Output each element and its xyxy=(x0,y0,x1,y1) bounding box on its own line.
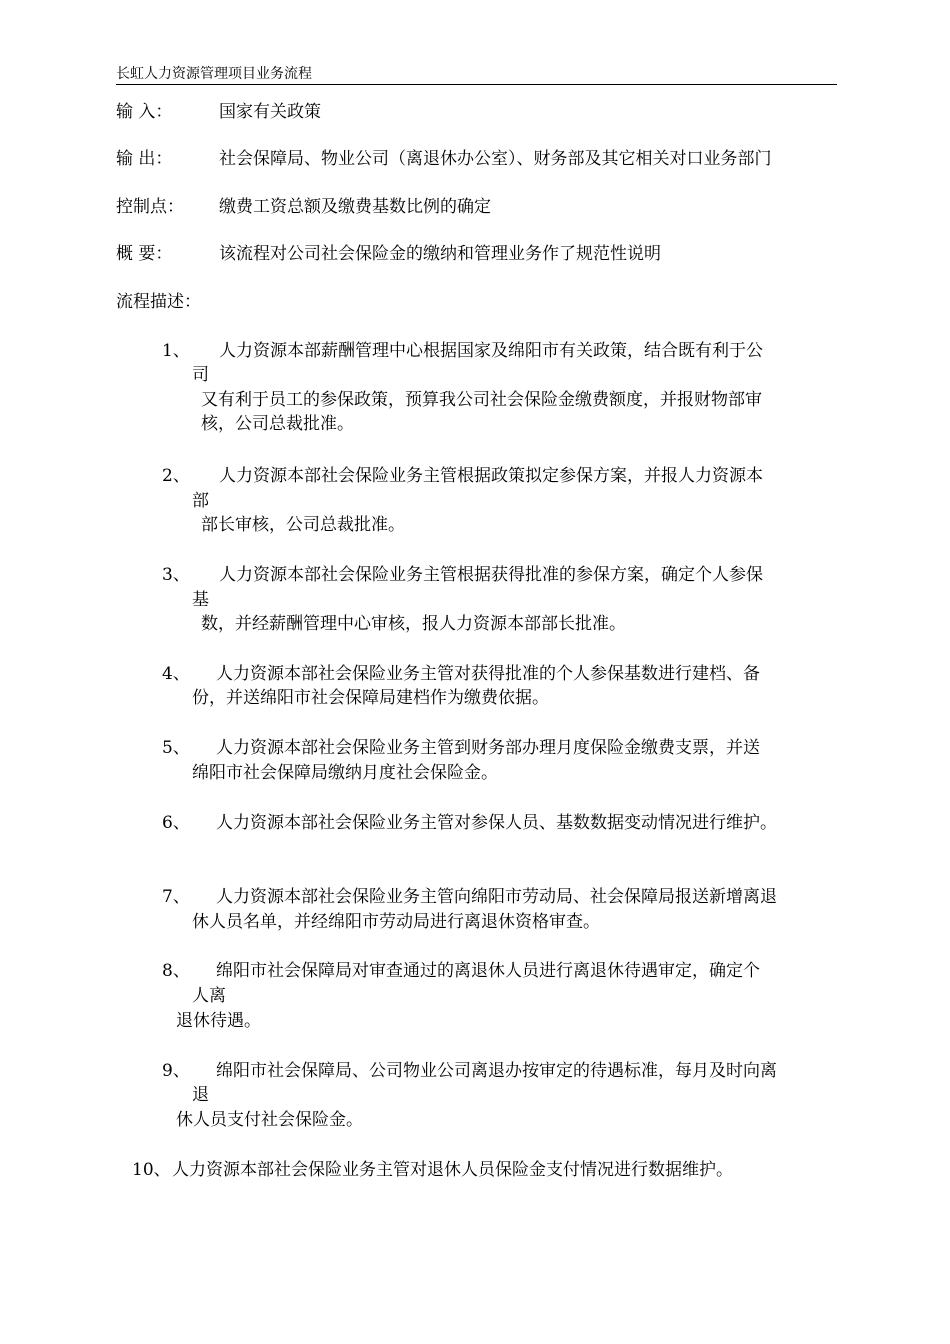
step-number: 7、 xyxy=(162,887,190,907)
step-line: 人力资源本部社会保险业务主管根据获得批准的参保方案，确定个人参保 xyxy=(219,565,763,585)
step-line: 人力资源本部社会保险业务主管对参保人员、基数数据变动情况进行维护。 xyxy=(216,813,777,833)
step-line: 数，并经薪酬管理中心审核，报人力资源本部部长批准。 xyxy=(201,614,626,634)
step-line: 份，并送绵阳市社会保障局建档作为缴费依据。 xyxy=(192,688,549,708)
step-number: 9、 xyxy=(162,1061,190,1081)
step-number: 8、 xyxy=(162,961,190,981)
step-number: 10、 xyxy=(132,1160,171,1180)
step-line: 人力资源本部社会保险业务主管对退休人员保险金支付情况进行数据维护。 xyxy=(172,1160,733,1180)
step-line: 退休待遇。 xyxy=(176,1011,261,1031)
step-line: 休人员名单，并经绵阳市劳动局进行离退休资格审查。 xyxy=(192,912,600,932)
step-number: 3、 xyxy=(162,565,190,585)
input-label: 输 入： xyxy=(116,102,173,122)
input-value: 国家有关政策 xyxy=(219,102,321,122)
step-line: 部 xyxy=(192,491,209,511)
step-line: 人力资源本部社会保险业务主管向绵阳市劳动局、社会保障局报送新增离退 xyxy=(216,887,777,907)
step-line: 核，公司总裁批准。 xyxy=(201,414,354,434)
step-line: 退 xyxy=(192,1085,209,1105)
step-line: 人力资源本部社会保险业务主管对获得批准的个人参保基数进行建档、备 xyxy=(216,664,760,684)
page-header xyxy=(116,64,837,85)
header-title: 长虹人力资源管理项目业务流程 xyxy=(116,66,312,82)
step-line: 绵阳市社会保障局对审查通过的离退休人员进行离退休待遇审定，确定个 xyxy=(216,961,760,981)
step-line: 人力资源本部社会保险业务主管根据政策拟定参保方案，并报人力资源本 xyxy=(219,466,763,486)
step-line: 部长审核，公司总裁批准。 xyxy=(201,515,405,535)
control-value: 缴费工资总额及缴费基数比例的确定 xyxy=(219,197,491,217)
process-title: 流程描述： xyxy=(116,292,201,312)
summary-value: 该流程对公司社会保险金的缴纳和管理业务作了规范性说明 xyxy=(219,244,661,264)
step-line: 绵阳市社会保障局缴纳月度社会保险金。 xyxy=(192,763,498,783)
control-label: 控制点： xyxy=(116,197,184,217)
step-line: 人力资源本部薪酬管理中心根据国家及绵阳市有关政策，结合既有利于公 xyxy=(219,341,763,361)
output-label: 输 出： xyxy=(116,149,173,169)
step-line: 又有利于员工的参保政策，预算我公司社会保险金缴费额度，并报财物部审 xyxy=(201,390,762,410)
step-number: 2、 xyxy=(162,466,190,486)
output-value: 社会保障局、物业公司（离退休办公室）、财务部及其它相关对口业务部门 xyxy=(219,149,772,169)
step-line: 基 xyxy=(192,590,209,610)
step-line: 休人员支付社会保险金。 xyxy=(176,1110,363,1130)
summary-label: 概 要： xyxy=(116,244,173,264)
step-line: 人离 xyxy=(192,986,226,1006)
step-line: 人力资源本部社会保险业务主管到财务部办理月度保险金缴费支票，并送 xyxy=(216,738,760,758)
step-number: 6、 xyxy=(162,813,190,833)
step-number: 4、 xyxy=(162,664,190,684)
step-line: 司 xyxy=(192,365,209,385)
step-number: 5、 xyxy=(162,738,190,758)
step-line: 绵阳市社会保障局、公司物业公司离退办按审定的待遇标准，每月及时向离 xyxy=(216,1061,777,1081)
step-number: 1、 xyxy=(162,341,190,361)
